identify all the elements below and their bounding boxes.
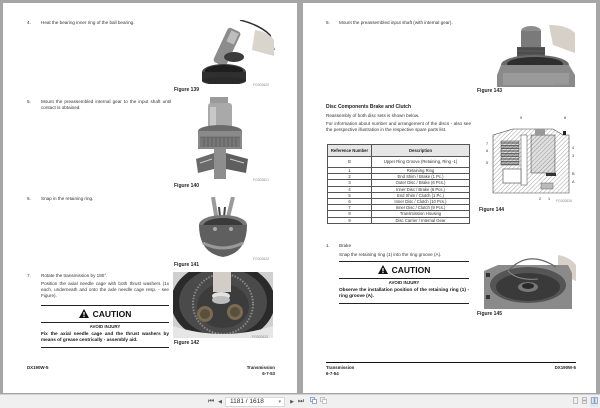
callout-label: A [572,180,575,184]
figure-id: FG002620 [253,83,270,87]
table-row [328,157,470,168]
table-cell: End Shim / Brake (1 Pc.) [372,174,470,180]
step-text: Mount the preassembled internal gear to the input shaft until contact is obtained. [41,99,171,110]
step-number: 5. [27,99,31,104]
page-number-text: 1181 / 1618 [230,398,264,405]
footer-page-number: 6-7-54 [326,371,339,376]
table-cell: 6 [328,199,372,205]
last-page-button[interactable]: ⏭ [297,398,305,405]
figure-caption: Figure 144 [479,207,505,213]
table-cell: 9 [328,217,372,223]
table-cell: Transmission Housing [372,211,470,217]
caution-body: Observe the installation position of the retaining ring (1) - ring groove (A). [339,287,469,298]
table-cell: 4 [328,186,372,192]
table-cell: Inner Disc / Clutch (10 Pcs.) [372,199,470,205]
footer-page-number: 6-7-53 [262,371,275,376]
callout-label: 3 [572,154,575,158]
page-right [303,3,596,393]
figure-caption: Figure 143 [477,88,503,94]
table-cell: 3 [328,180,372,186]
figure-144-diagram [483,113,579,205]
reference-table [327,144,470,224]
step-text: Snap in the retaining ring. [41,196,94,201]
callout-label: 2 [539,197,542,201]
table-cell: 2 [328,174,372,180]
figure-143-photo [497,23,577,87]
table-cell: 7 [328,205,372,211]
table-cell: End Shim / Clutch (1 Pc.) [372,192,470,198]
single-page-view-icon[interactable] [572,397,578,407]
caution-body: Fix the axial needle cage and the thrust washers by means of grease centrically - assembly aid. [41,331,169,342]
page-number-input[interactable] [225,397,285,407]
step-text-detail: Position the axial needle cage with both thrust washers (1x each, underneath and onto the axle needle cage resp. - see Figure). [41,281,169,298]
figure-caption: Figure 145 [477,311,503,317]
figure-caption: Figure 141 [174,262,200,268]
callout-label: 7 [486,142,489,146]
figure-caption: Figure 142 [174,340,200,346]
step-text: Heat the bearing inner ring of the ball bearing. [41,20,135,25]
callout-label: 8 [564,116,567,120]
footer-model: DX190W-5 [27,365,49,370]
step-title: Brake [339,243,352,248]
step-text: Rotate the transmission by 180°. [41,273,108,278]
callout-label: 4 [572,146,575,150]
figure-141-photo [195,197,251,261]
table-cell: Outer Disc / Brake (6 Pcs.) [372,180,470,186]
figure-id: FG002622 [253,257,270,261]
step-number: 1. [326,243,330,248]
table-cell: Inner Disc / Clutch (9 Pcs.) [372,205,470,211]
callout-label: 1 [548,197,551,201]
table-cell: 1 [328,168,372,174]
callout-label: 9 [520,116,523,120]
caution-subtitle: AVOID INJURY [388,280,420,285]
caution-title: CAUTION [92,309,132,319]
callout-label: 5 [486,161,489,165]
footer-section: Transmission [246,365,275,370]
column-header: Description [372,145,470,157]
caution-box [339,261,469,307]
navigation-toolbar [0,394,600,408]
table-cell: 5 [328,192,372,198]
chevron-down-icon[interactable]: ▾ [278,399,281,405]
paragraph: For information about number and arrangement of the discs - also see the perspective illustration in the respective spare parts list. [326,121,471,132]
step-text: Snap the retaining ring (1) into the ring groove (A). [339,252,442,257]
figure-142-photo [173,272,273,338]
first-page-button[interactable]: ⏮ [207,398,215,405]
figure-139-photo [190,20,277,84]
step-number: 8. [326,20,330,25]
warning-triangle-icon [378,265,388,274]
table-row [328,217,470,223]
paste-icon[interactable] [319,397,327,407]
step-text: Mount the preassembled input shaft (with internal gear). [339,20,453,25]
footer-section: Transmission [326,365,355,370]
next-page-button[interactable]: ▶ [290,399,294,405]
figure-id: FG002621 [253,178,270,182]
footer-rule [326,362,576,363]
figure-id: FG002629 [554,305,571,309]
figure-caption: Figure 140 [174,183,200,189]
figure-140-photo [196,97,256,181]
figure-id: FG002623 [252,335,269,339]
figure-id: FG002626 [556,199,573,203]
step-number: 6. [27,196,31,201]
figure-id: FG002624 [555,83,572,87]
caution-subtitle: AVOID INJURY [89,324,121,329]
step-number: 4. [27,20,31,25]
section-title: Disc Components Brake and Clutch [326,104,412,110]
figure-caption: Figure 139 [174,87,200,93]
table-cell: B [328,157,372,168]
paragraph: Reassembly of both disc sets is shown below. [326,113,420,118]
table-cell: 8 [328,211,372,217]
continuous-view-icon[interactable] [581,397,587,407]
page-left [3,3,297,393]
footer-model: DX190W-5 [554,365,576,370]
two-page-view-icon[interactable] [590,397,598,407]
caution-box [41,305,169,351]
prev-page-button[interactable]: ◀ [218,399,222,405]
callout-label: 6 [486,149,489,153]
column-header: Reference Number [328,145,372,157]
warning-triangle-icon [79,309,89,318]
caution-title: CAUTION [391,265,431,275]
table-cell: Disc Carrier / Internal Gear [372,217,470,223]
table-cell: Retaining Ring [372,168,470,174]
table-cell: Inner Disc / Brake (6 Pcs.) [372,186,470,192]
table-cell: Upper Ring Groove (Retaining, Ring -1) [372,157,470,168]
figure-145-photo [478,251,576,309]
copy-icon[interactable] [309,397,317,407]
step-number: 7. [27,273,31,278]
callout-label: B [572,172,575,176]
